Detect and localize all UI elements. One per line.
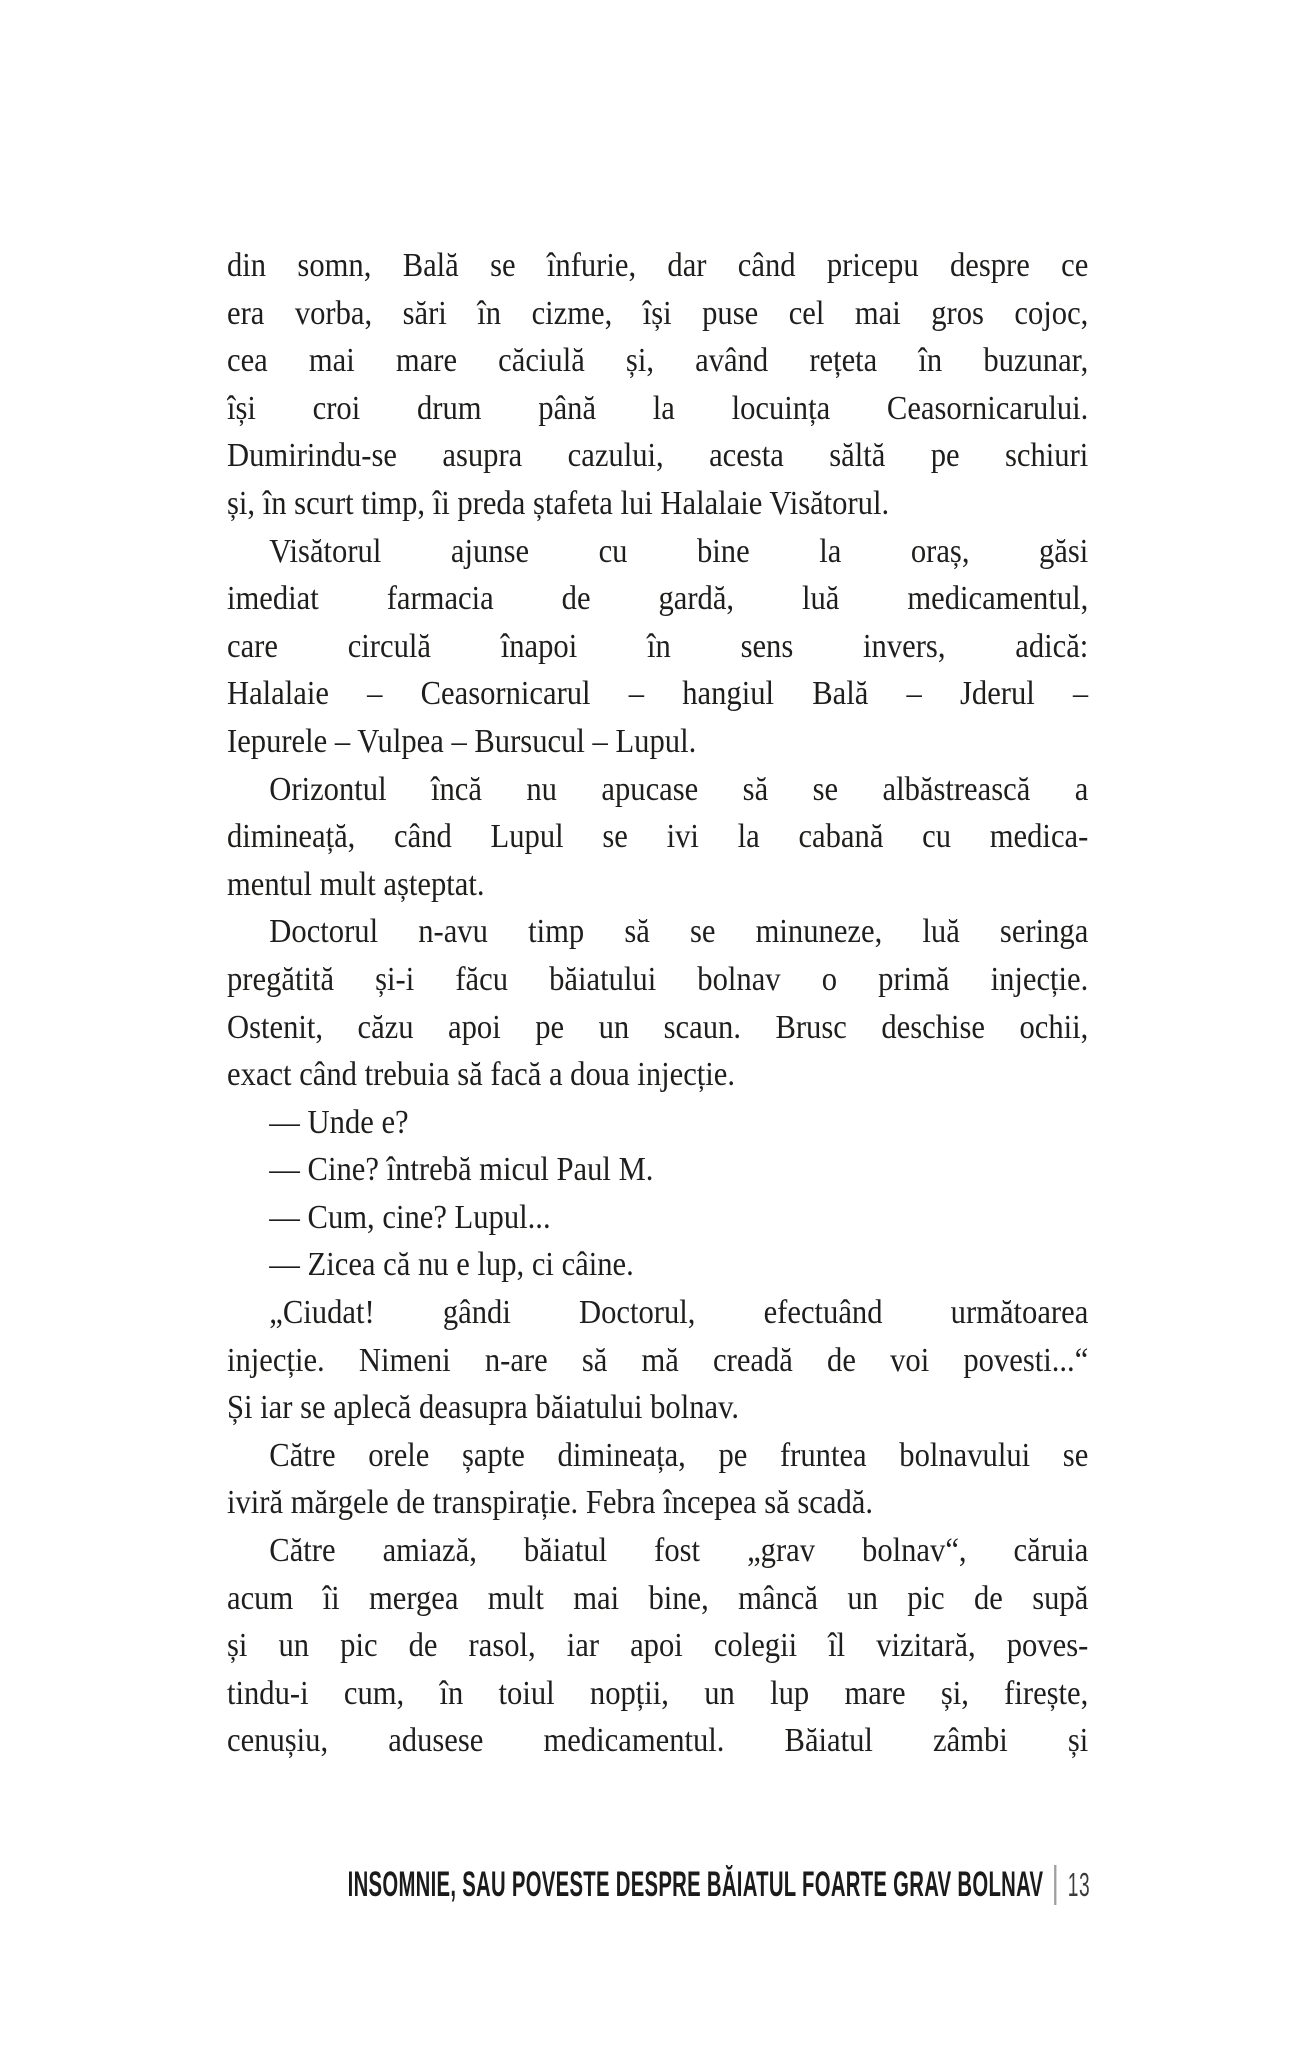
text-line: își croi drum până la locuința Ceasornicarului. [227, 389, 1089, 427]
text-line: Doctorul n-avu timp să se minuneze, luă seringa [269, 913, 1089, 951]
text-line: — Unde e? [269, 1103, 409, 1141]
text-line: și, în scurt timp, îi preda ștafeta lui Halalaie Visătorul. [227, 484, 890, 522]
text-line: Halalaie – Ceasornicarul – hangiul Bală – Jderul – [227, 675, 1089, 713]
text-line: — Cum, cine? Lupul... [269, 1198, 551, 1236]
text-line: Către orele șapte dimineața, pe fruntea bolnavului se [269, 1436, 1089, 1474]
text-line: din somn, Bală se înfurie, dar când pricepu despre ce [227, 247, 1089, 284]
text-line: Iepurele – Vulpea – Bursucul – Lupul. [227, 722, 697, 760]
text-line: acum îi mergea mult mai bine, mâncă un pic de supă [227, 1579, 1089, 1617]
page-number: 13 [1067, 1866, 1090, 1903]
page-text [227, 242, 1088, 1765]
text-line: pregătită și-i făcu băiatului bolnav o primă injecție. [227, 960, 1089, 998]
text-line: imediat farmacia de gardă, luă medicamentul, [227, 580, 1089, 618]
text-line: iviră mărgele de transpirație. Febra începea să scadă. [227, 1484, 873, 1522]
text-line: tindu-i cum, în toiul nopții, un lup mare și, firește, [227, 1674, 1089, 1712]
text-line: cenușiu, adusese medicamentul. Băiatul zâmbi și [227, 1722, 1089, 1760]
text-line: dimineață, când Lupul se ivi la cabană cu medica- [227, 818, 1089, 856]
text-line: era vorba, sări în cizme, își puse cel mai gros cojoc, [227, 294, 1089, 332]
text-line: Către amiază, băiatul fost „grav bolnav“, căruia [269, 1532, 1089, 1570]
text-line: și un pic de rasol, iar apoi colegii îl vizitară, poves- [227, 1627, 1089, 1665]
text-line: mentul mult așteptat. [227, 865, 485, 903]
text-line: „Ciudat! gândi Doctorul, efectuând următoarea [269, 1294, 1089, 1332]
text-line: Ostenit, căzu apoi pe un scaun. Brusc deschise ochii, [227, 1008, 1089, 1046]
text-line: — Cine? întrebă micul Paul M. [269, 1151, 654, 1189]
footer-separator [1054, 1865, 1056, 1905]
text-line: injecție. Nimeni n-are să mă creadă de voi povesti...“ [227, 1341, 1089, 1379]
text-line: Dumirindu-se asupra cazului, acesta săltă pe schiuri [227, 437, 1089, 475]
text-line: Orizontul încă nu apucase să se albăstrească a [269, 770, 1089, 808]
text-line: exact când trebuia să facă a doua injecție. [227, 1056, 736, 1094]
page-footer [348, 1863, 1090, 1907]
running-footer-title: INSOMNIE, SAU POVESTE DESPRE BĂIATUL FOARTE GRAV BOLNAV [347, 1865, 1044, 1904]
text-line: cea mai mare căciulă și, având rețeta în buzunar, [227, 342, 1089, 380]
text-line: care circulă înapoi în sens invers, adică: [227, 627, 1089, 665]
text-line: — Zicea că nu e lup, ci câine. [269, 1246, 634, 1284]
text-line: Și iar se aplecă deasupra băiatului bolnav. [227, 1389, 740, 1427]
text-line: Visătorul ajunse cu bine la oraș, găsi [269, 532, 1089, 570]
